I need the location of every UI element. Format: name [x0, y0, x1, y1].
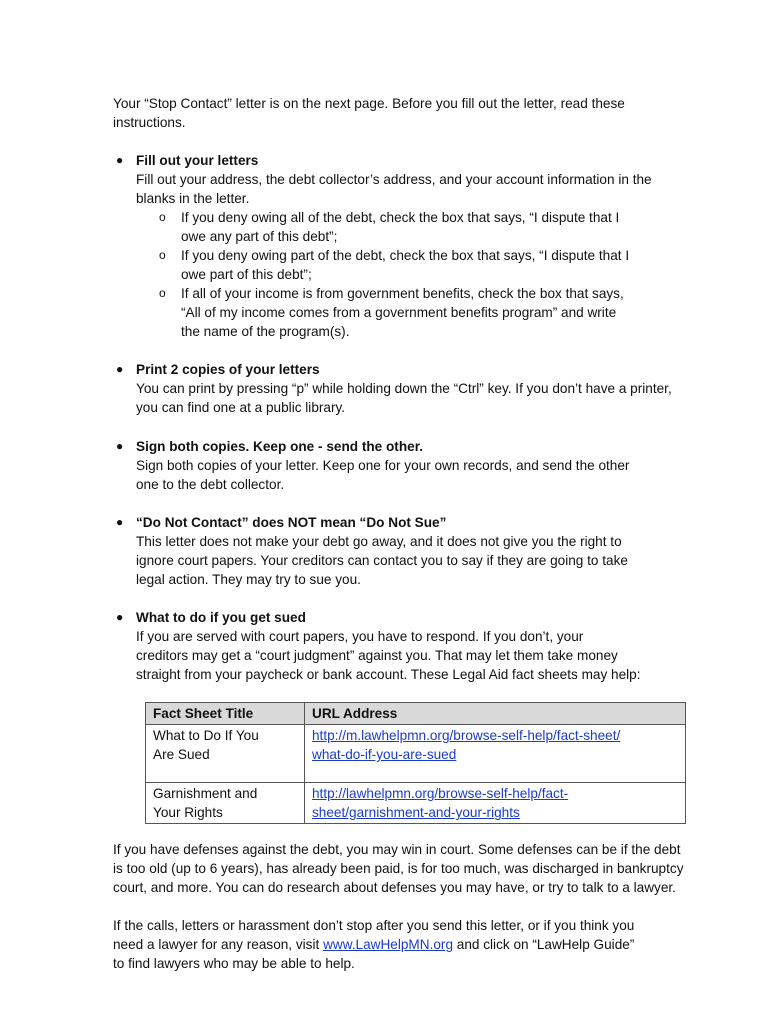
bullet-icon: ● [116, 515, 124, 529]
closing-line-2 [113, 935, 634, 954]
title-line: Are Sued [153, 747, 210, 762]
defenses-line: is too old (up to 6 years), has already been paid, is for too much, was discharged in bankruptcy [113, 861, 684, 876]
table-row [146, 783, 686, 824]
contact-line: legal action. They may try to sue you. [136, 572, 361, 587]
table-cell-url [305, 725, 686, 783]
sign-heading: Sign both copies. Keep one - send the other. [136, 439, 424, 454]
sign-line: Sign both copies of your letter. Keep one for your own records, and send the other [136, 458, 630, 473]
bullet-icon: ● [116, 153, 124, 167]
fill-heading: Fill out your letters [136, 153, 259, 168]
table-header-cell: Fact Sheet Title [146, 703, 305, 725]
url-line: http://m.lawhelpmn.org/browse-self-help/fact-sheet/ [312, 728, 621, 743]
subitem-line: If you deny owing part of the debt, check the box that says, “I dispute that I [181, 248, 630, 263]
table-cell-title [146, 725, 305, 783]
closing-text: and click on “LawHelp Guide” [453, 937, 635, 952]
table-cell-title [146, 783, 305, 824]
defenses-line: If you have defenses against the debt, you may win in court. Some defenses can be if the debt [113, 842, 681, 857]
closing-line-1: If the calls, letters or harassment don’t stop after you send this letter, or if you think you [113, 918, 635, 933]
print-line: You can print by pressing “p” while holding down the “Ctrl” key. If you don’t have a printer, [136, 381, 672, 396]
subitem-line: If you deny owing all of the debt, check the box that says, “I dispute that I [181, 210, 620, 225]
table-cell-url [305, 783, 686, 824]
url-line: http://lawhelpmn.org/browse-self-help/fact- [312, 786, 569, 801]
circle-bullet-icon: o [159, 248, 166, 262]
table-header-row [146, 703, 686, 725]
fact-sheet-table [145, 702, 686, 824]
fill-line: Fill out your address, the debt collector’s address, and your account information in the [136, 172, 652, 187]
url-line: sheet/garnishment-and-your-rights [312, 805, 520, 820]
defenses-line: court, and more. You can do research about defenses you may have, or try to talk to a lawyer. [113, 880, 676, 895]
intro-line-2: instructions. [113, 115, 186, 130]
table-header-cell: URL Address [305, 703, 686, 725]
subitem-line: owe part of this debt”; [181, 267, 312, 282]
sued-heading: What to do if you get sued [136, 610, 306, 625]
print-line: you can find one at a public library. [136, 400, 346, 415]
subitem-line: If all of your income is from government benefits, check the box that says, [181, 286, 624, 301]
closing-text: need a lawyer for any reason, visit [113, 937, 324, 952]
sued-line: straight from your paycheck or bank account. These Legal Aid fact sheets may help: [136, 667, 641, 682]
intro-line-1: Your “Stop Contact” letter is on the next page. Before you fill out the letter, read these [113, 96, 625, 111]
subitem-line: owe any part of this debt”; [181, 229, 338, 244]
lawhelpmn-link[interactable]: www.LawHelpMN.org [323, 937, 453, 952]
url-line: what-do-if-you-are-sued [312, 747, 457, 762]
circle-bullet-icon: o [159, 210, 166, 224]
contact-heading: “Do Not Contact” does NOT mean “Do Not Sue” [136, 515, 447, 530]
fact-sheet-link[interactable] [312, 786, 568, 820]
fill-line: blanks in the letter. [136, 191, 250, 206]
sued-line: creditors may get a “court judgment” against you. That may let them take money [136, 648, 618, 663]
subitem-line: “All of my income comes from a government benefits program” and write [181, 305, 617, 320]
table-row [146, 725, 686, 783]
sign-line: one to the debt collector. [136, 477, 285, 492]
contact-line: ignore court papers. Your creditors can contact you to say if they are going to take [136, 553, 628, 568]
title-line: What to Do If You [153, 728, 259, 743]
bullet-icon: ● [116, 439, 124, 453]
title-line: Garnishment and [153, 786, 258, 801]
contact-line: This letter does not make your debt go away, and it does not give you the right to [136, 534, 622, 549]
print-heading: Print 2 copies of your letters [136, 362, 320, 377]
bullet-icon: ● [116, 362, 124, 376]
title-line: Your Rights [153, 805, 223, 820]
closing-line-3: to find lawyers who may be able to help. [113, 956, 355, 971]
circle-bullet-icon: o [159, 286, 166, 300]
bullet-icon: ● [116, 610, 124, 624]
subitem-line: the name of the program(s). [181, 324, 350, 339]
fact-sheet-link[interactable] [312, 728, 620, 762]
sued-line: If you are served with court papers, you have to respond. If you don’t, your [136, 629, 584, 644]
